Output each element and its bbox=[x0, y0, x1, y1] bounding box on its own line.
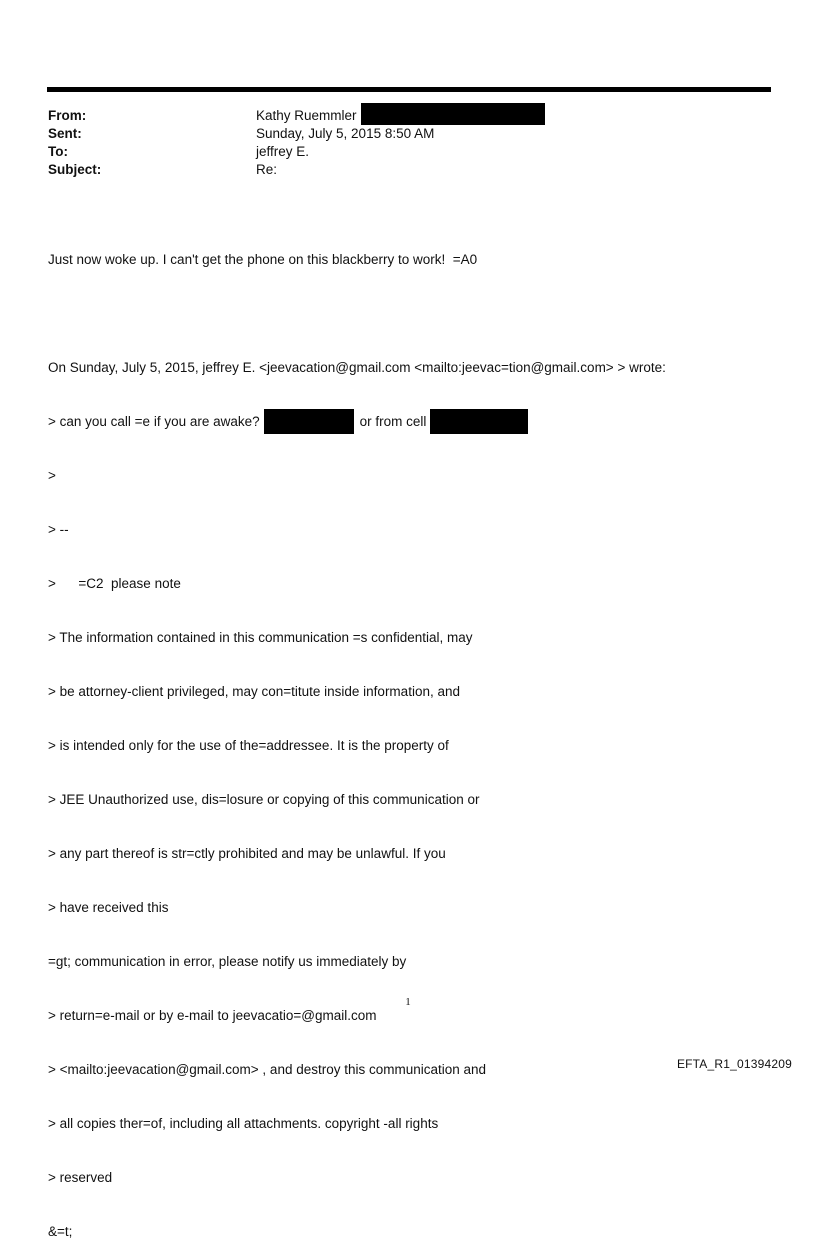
to-label: To: bbox=[48, 144, 68, 159]
from-label: From: bbox=[48, 108, 87, 123]
call-line bbox=[48, 413, 666, 431]
redaction-box bbox=[430, 409, 528, 434]
quoted-line: > JEE Unauthorized use, dis=losure or copying of this communication or bbox=[48, 792, 480, 807]
quoted-line: > -- bbox=[48, 522, 69, 537]
quoted-line: > all copies ther=of, including all attachments. copyright -all rights bbox=[48, 1116, 439, 1131]
quoted-line: > =C2 please note bbox=[48, 576, 181, 591]
blank-line bbox=[48, 305, 666, 323]
quoted-line: > be attorney-client privileged, may con=titute inside information, and bbox=[48, 684, 460, 699]
quoted-line: > reserved bbox=[48, 1170, 113, 1185]
header-rule bbox=[47, 87, 771, 92]
subject-value: Re: bbox=[256, 162, 278, 177]
sent-label: Sent: bbox=[48, 126, 82, 141]
call-prefix: > can you call =e if you are awake? bbox=[48, 414, 260, 429]
quoted-line: > is intended only for the use of the=addressee. It is the property of bbox=[48, 738, 449, 753]
quote-intro: On Sunday, July 5, 2015, jeffrey E. <jeevacation@gmail.com <mailto:jeevac=tion@gmail.com> > wrote: bbox=[48, 360, 666, 375]
quoted-line: > bbox=[48, 468, 56, 483]
quoted-line: > return=e-mail or by e-mail to jeevacatio=@gmail.com bbox=[48, 1008, 377, 1023]
quoted-line: > The information contained in this communication =s confidential, may bbox=[48, 630, 473, 645]
from-value bbox=[256, 107, 545, 125]
redaction-box bbox=[361, 103, 545, 125]
document-id: EFTA_R1_01394209 bbox=[676, 1057, 792, 1071]
page-number: 1 bbox=[405, 996, 411, 1008]
quoted-line: > <mailto:jeevacation@gmail.com> , and destroy this communication and bbox=[48, 1062, 487, 1077]
redaction-box bbox=[264, 409, 354, 434]
to-value: jeffrey E. bbox=[256, 144, 310, 159]
quoted-line: > any part thereof is str=ctly prohibited and may be unlawful. If you bbox=[48, 846, 446, 861]
body-line: Just now woke up. I can't get the phone on this blackberry to work! =A0 bbox=[48, 252, 478, 267]
email-body bbox=[48, 215, 666, 1259]
quoted-line: &=t; bbox=[48, 1224, 73, 1239]
quoted-line: =gt; communication in error, please notify us immediately by bbox=[48, 954, 407, 969]
subject-label: Subject: bbox=[48, 162, 102, 177]
sent-value: Sunday, July 5, 2015 8:50 AM bbox=[256, 126, 435, 141]
from-name: Kathy Ruemmler bbox=[256, 108, 357, 123]
quoted-line: > have received this bbox=[48, 900, 169, 915]
call-middle: or from cell bbox=[359, 414, 427, 429]
